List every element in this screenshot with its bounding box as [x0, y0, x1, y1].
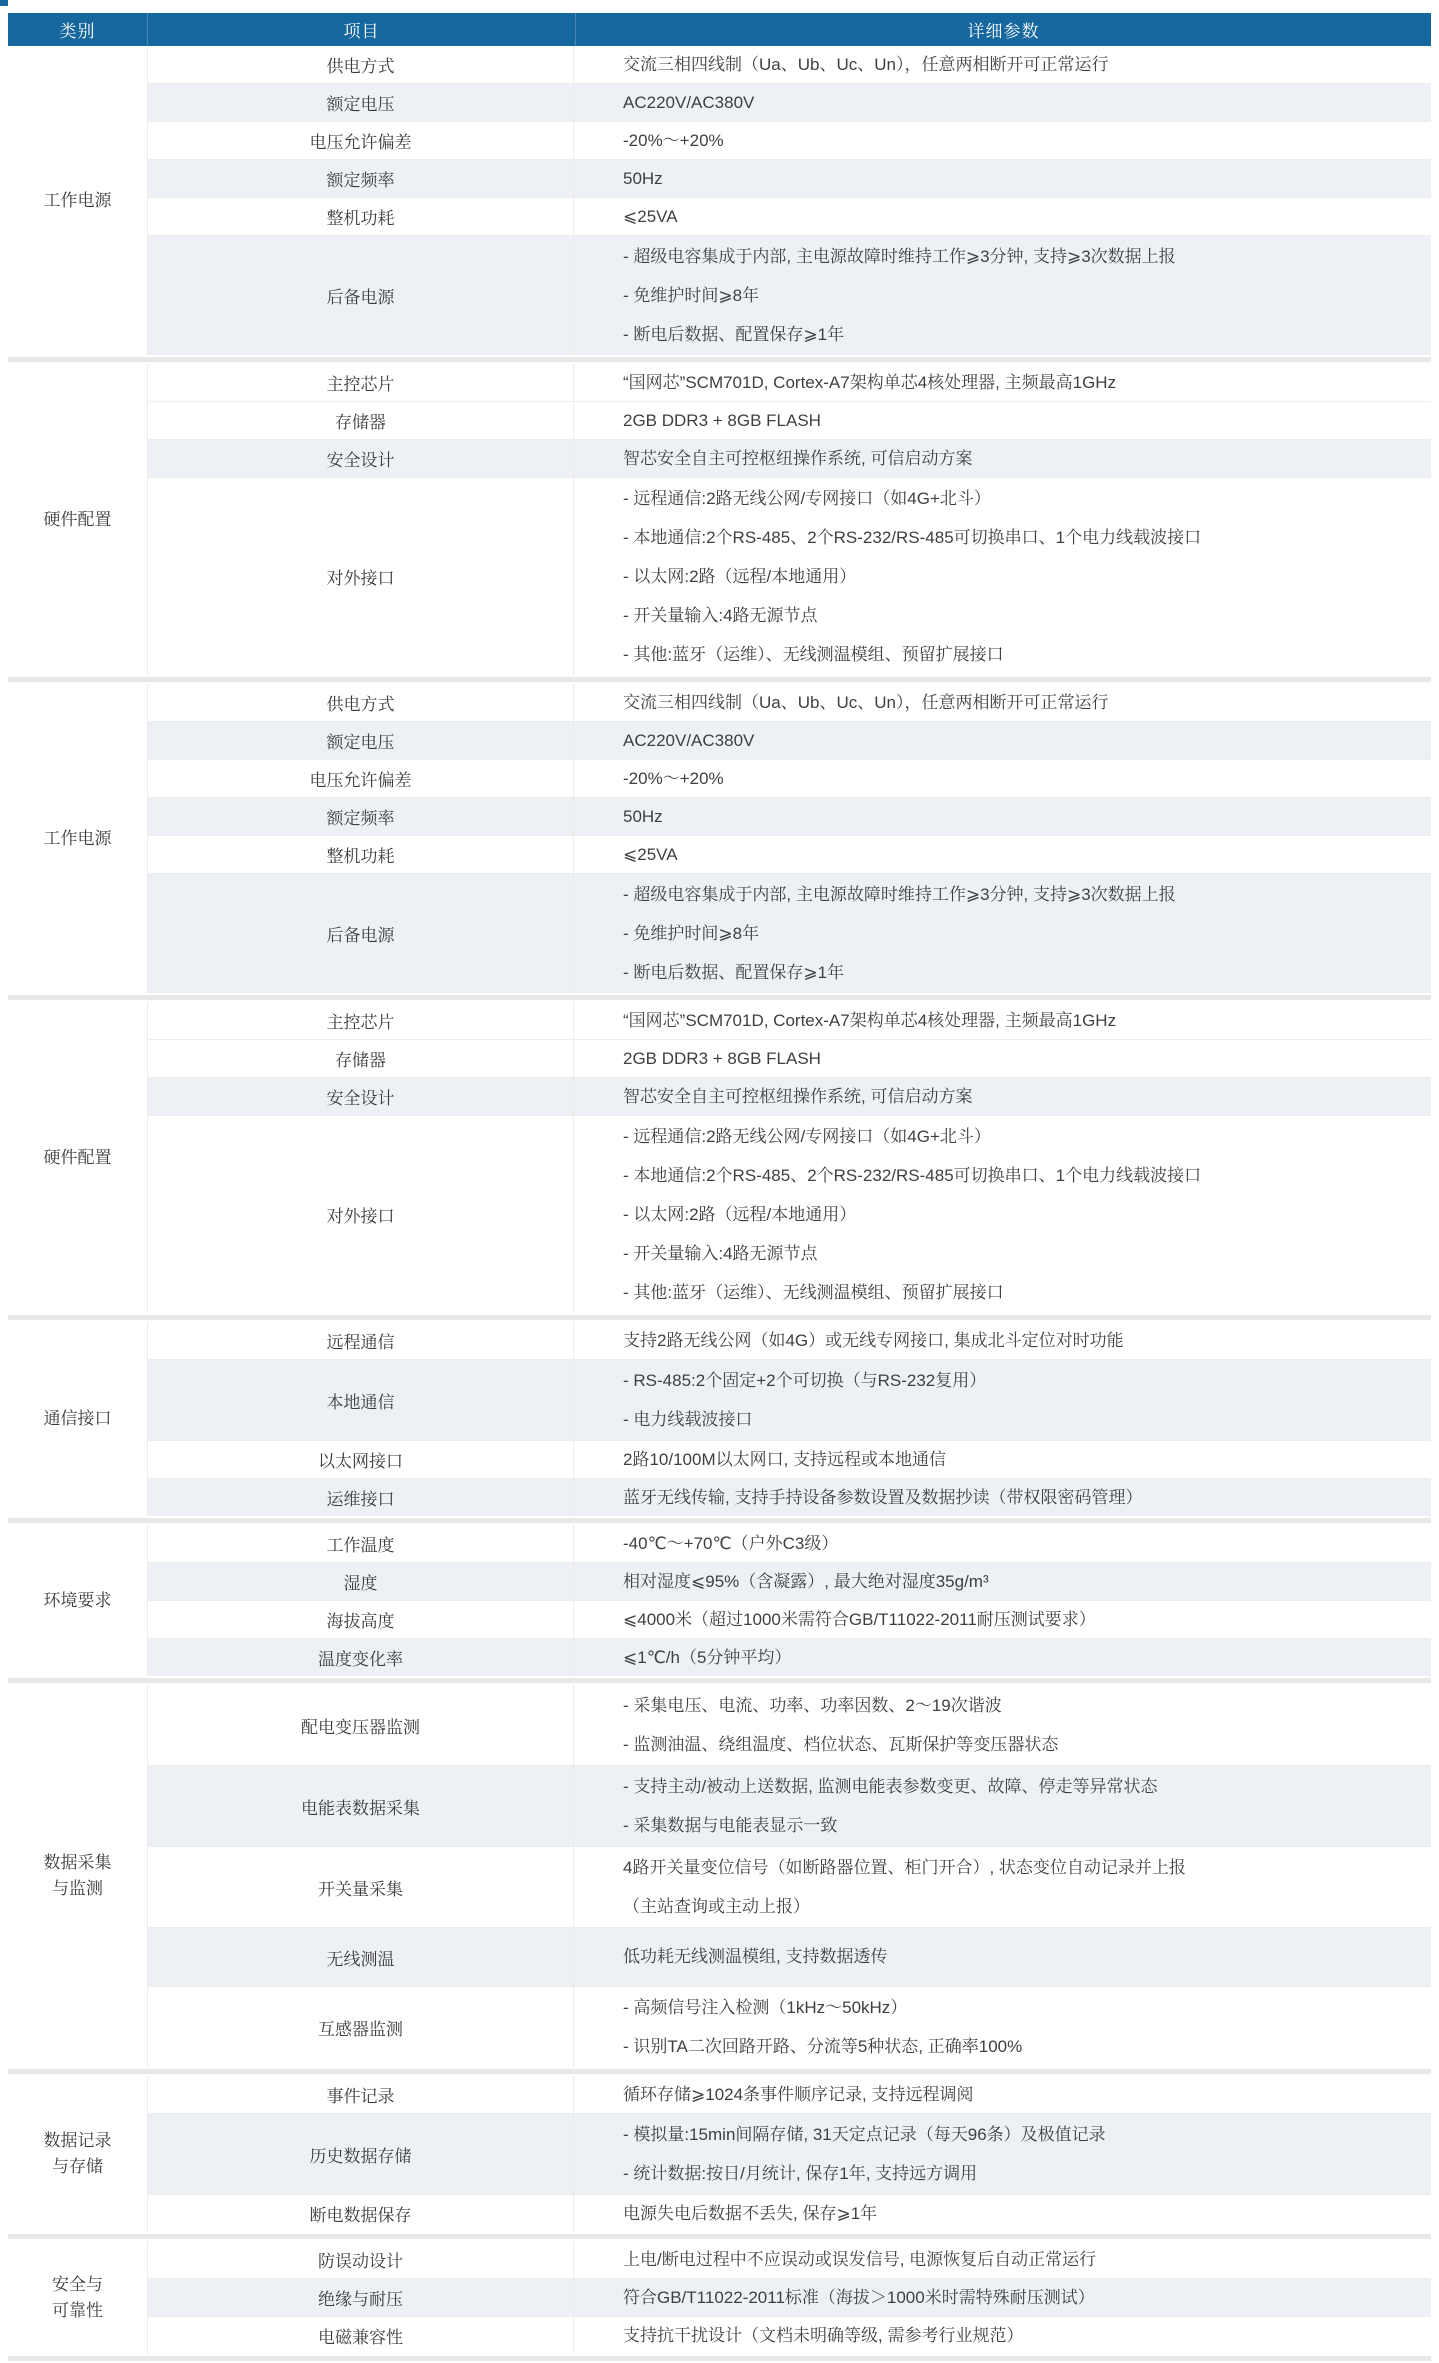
param-line: - 超级电容集成于内部, 主电源故障时维持工作⩾3分钟, 支持⩾3次数据上报 — [623, 247, 1176, 266]
category-cell — [8, 1525, 148, 1676]
param-line: - RS-485:2个固定+2个可切换（与RS-232复用） — [623, 1371, 987, 1390]
item-cell — [148, 2241, 574, 2278]
category-label: 硬件配置 — [43, 509, 112, 529]
item-cell — [148, 160, 574, 197]
spec-row — [148, 235, 1431, 355]
spec-row — [148, 721, 1431, 759]
param-cell — [574, 402, 1431, 439]
item-label: 整机功耗 — [326, 847, 395, 866]
item-label: 防误动设计 — [318, 2252, 403, 2271]
item-cell — [148, 402, 574, 439]
param-cell — [574, 2114, 1431, 2194]
param-line: - 断电后数据、配置保存⩾1年 — [623, 963, 845, 982]
section-separator — [8, 677, 1431, 682]
category-label: 数据记录 — [43, 2131, 112, 2150]
spec-row — [148, 2076, 1431, 2113]
spec-row — [148, 121, 1431, 159]
spec-row — [148, 1077, 1431, 1115]
spec-row — [148, 1638, 1431, 1676]
item-cell — [148, 1928, 574, 1986]
item-label: 供电方式 — [326, 695, 395, 714]
param-line: -40℃～+70℃（户外C3级） — [623, 1533, 839, 1553]
param-cell — [574, 46, 1431, 83]
spec-section — [8, 1685, 1431, 2067]
section-separator — [8, 357, 1431, 362]
item-cell — [148, 836, 574, 873]
item-cell — [148, 1116, 574, 1313]
param-cell — [574, 1322, 1431, 1359]
section-rows — [148, 46, 1431, 355]
param-cell — [574, 1040, 1431, 1077]
param-line: - 开关量输入:4路无源节点 — [623, 606, 818, 625]
param-line: 2GB DDR3 + 8GB FLASH — [623, 1048, 821, 1068]
header-item: 项目 — [147, 13, 575, 46]
category-label: 数据采集 — [43, 1853, 112, 1872]
item-cell — [148, 1002, 574, 1039]
item-cell — [148, 874, 574, 993]
item-label: 工作温度 — [326, 1536, 395, 1555]
param-line: 相对湿度⩽95%（含凝露）, 最大绝对湿度35g/m³ — [623, 1571, 989, 1591]
spec-row — [148, 477, 1431, 675]
item-label: 断电数据保存 — [309, 2206, 412, 2225]
section-rows — [148, 1002, 1431, 1313]
spec-section — [8, 46, 1431, 355]
param-line: - 免维护时间⩾8年 — [623, 286, 760, 305]
category-label: 与存储 — [52, 2157, 103, 2176]
param-cell — [574, 84, 1431, 121]
spec-row — [148, 2241, 1431, 2278]
param-line: 2路10/100M以太网口, 支持远程或本地通信 — [623, 1449, 947, 1469]
param-cell — [574, 1766, 1431, 1846]
param-line: 上电/断电过程中不应误动或误发信号, 电源恢复后自动正常运行 — [623, 2249, 1097, 2269]
item-label: 无线测温 — [326, 1949, 395, 1969]
item-label: 对外接口 — [326, 569, 395, 588]
item-cell — [148, 236, 574, 355]
item-label: 本地通信 — [326, 1392, 395, 1412]
item-label: 互感器监测 — [318, 2019, 403, 2039]
param-line: - 采集数据与电能表显示一致 — [623, 1816, 838, 1835]
param-line: （主站查询或主动上报） — [623, 1897, 810, 1916]
param-cell — [574, 760, 1431, 797]
item-cell — [148, 1563, 574, 1600]
category-label: 环境要求 — [43, 1590, 112, 1610]
item-cell — [148, 364, 574, 401]
item-cell — [148, 1441, 574, 1478]
param-cell — [574, 236, 1431, 355]
header-detail-params: 详细参数 — [575, 13, 1431, 46]
param-cell — [574, 440, 1431, 477]
section-separator — [8, 1518, 1431, 1523]
section-separator — [8, 2234, 1431, 2239]
item-cell — [148, 2076, 574, 2113]
param-line: - 本地通信:2个RS-485、2个RS-232/RS-485可切换串口、1个电力线载波接口 — [623, 528, 1202, 547]
section-separator — [8, 1315, 1431, 1320]
item-label: 电磁兼容性 — [318, 2328, 403, 2347]
category-cell — [8, 46, 148, 355]
category-cell — [8, 1685, 148, 2067]
section-rows — [148, 2241, 1431, 2354]
param-line: - 本地通信:2个RS-485、2个RS-232/RS-485可切换串口、1个电力线载波接口 — [623, 1166, 1202, 1185]
param-line: 50Hz — [623, 168, 663, 188]
spec-row — [148, 684, 1431, 721]
category-cell — [8, 2076, 148, 2232]
spec-row — [148, 873, 1431, 993]
section-rows — [148, 1322, 1431, 1516]
category-label: 硬件配置 — [43, 1147, 112, 1167]
item-cell — [148, 1766, 574, 1846]
spec-row — [148, 1115, 1431, 1313]
section-separator — [8, 2069, 1431, 2074]
param-cell — [574, 1479, 1431, 1516]
item-cell — [148, 46, 574, 83]
param-line: ⩽25VA — [623, 844, 678, 864]
item-cell — [148, 798, 574, 835]
param-line: 50Hz — [623, 806, 663, 826]
item-cell — [148, 760, 574, 797]
spec-row — [148, 1765, 1431, 1846]
param-line: - 断电后数据、配置保存⩾1年 — [623, 325, 845, 344]
spec-section — [8, 684, 1431, 993]
item-label: 电压允许偏差 — [309, 771, 412, 790]
param-cell — [574, 2241, 1431, 2278]
item-label: 运维接口 — [326, 1490, 395, 1509]
param-cell — [574, 798, 1431, 835]
page-corner-accent — [0, 0, 8, 6]
param-line: - 电力线载波接口 — [623, 1410, 753, 1429]
param-cell — [574, 1525, 1431, 1562]
item-label: 额定电压 — [326, 95, 395, 114]
param-line: - 远程通信:2路无线公网/专网接口（如4G+北斗） — [623, 1127, 991, 1146]
item-cell — [148, 122, 574, 159]
item-label: 主控芯片 — [326, 1013, 395, 1032]
item-label: 海拔高度 — [326, 1612, 395, 1631]
param-cell — [574, 836, 1431, 873]
item-cell — [148, 198, 574, 235]
spec-row — [148, 159, 1431, 197]
category-cell — [8, 1322, 148, 1516]
spec-row — [148, 364, 1431, 401]
category-label: 工作电源 — [43, 190, 112, 210]
item-label: 存储器 — [335, 413, 386, 432]
item-label: 湿度 — [343, 1574, 378, 1593]
item-cell — [148, 84, 574, 121]
param-cell — [574, 478, 1431, 675]
param-cell — [574, 160, 1431, 197]
item-cell — [148, 1847, 574, 1927]
param-line: 循环存储⩾1024条事件顺序记录, 支持远程调阅 — [623, 2084, 974, 2104]
spec-row — [148, 1359, 1431, 1440]
category-label: 与监测 — [52, 1879, 103, 1898]
item-label: 额定频率 — [326, 809, 395, 828]
item-label: 主控芯片 — [326, 375, 395, 394]
item-cell — [148, 1685, 574, 1765]
param-cell — [574, 364, 1431, 401]
param-cell — [574, 684, 1431, 721]
spec-row — [148, 197, 1431, 235]
spec-row — [148, 1685, 1431, 1765]
spec-row — [148, 1846, 1431, 1927]
param-cell — [574, 1685, 1431, 1765]
item-label: 温度变化率 — [318, 1650, 403, 1669]
param-cell — [574, 1563, 1431, 1600]
item-label: 额定电压 — [326, 733, 395, 752]
item-label: 事件记录 — [326, 2087, 395, 2106]
item-cell — [148, 440, 574, 477]
item-label: 安全设计 — [326, 451, 395, 470]
param-cell — [574, 1360, 1431, 1440]
param-line: - 以太网:2路（远程/本地通用） — [623, 567, 857, 586]
category-label: 安全与 — [52, 2274, 103, 2294]
item-cell — [148, 478, 574, 675]
category-label: 可靠性 — [52, 2300, 103, 2320]
item-label: 对外接口 — [326, 1207, 395, 1226]
section-separator — [8, 995, 1431, 1000]
spec-row — [148, 835, 1431, 873]
param-cell — [574, 722, 1431, 759]
param-cell — [574, 1002, 1431, 1039]
category-cell — [8, 364, 148, 675]
param-line: 低功耗无线测温模组, 支持数据透传 — [623, 1947, 888, 1966]
param-line: “国网芯”SCM701D, Cortex-A7架构单芯4核处理器, 主频最高1GHz — [623, 372, 1117, 392]
item-cell — [148, 1322, 574, 1359]
item-label: 存储器 — [335, 1051, 386, 1070]
param-line: - 统计数据:按日/月统计, 保存1年, 支持远方调用 — [623, 2164, 978, 2183]
param-line: - 识别TA二次回路开路、分流等5种状态, 正确率100% — [623, 2037, 1023, 2056]
param-line: 2GB DDR3 + 8GB FLASH — [623, 410, 821, 430]
param-cell — [574, 1116, 1431, 1313]
param-cell — [574, 1847, 1431, 1927]
item-cell — [148, 2317, 574, 2354]
param-line: 4路开关量变位信号（如断路器位置、柜门开合）, 状态变位自动记录并上报 — [623, 1858, 1186, 1877]
param-cell — [574, 2279, 1431, 2316]
item-cell — [148, 684, 574, 721]
spec-row — [148, 2278, 1431, 2316]
section-separator — [8, 2356, 1431, 2361]
param-line: - 监测油温、绕组温度、档位状态、瓦斯保护等变压器状态 — [623, 1735, 1059, 1754]
param-line: 支持抗干扰设计（文档未明确等级, 需参考行业规范） — [623, 2325, 1024, 2345]
param-cell — [574, 2076, 1431, 2113]
spec-row — [148, 1322, 1431, 1359]
item-cell — [148, 2279, 574, 2316]
item-label: 额定频率 — [326, 171, 395, 190]
param-line: -20%～+20% — [623, 768, 724, 788]
item-label: 供电方式 — [326, 57, 395, 76]
spec-row — [148, 1478, 1431, 1516]
param-cell — [574, 1928, 1431, 1986]
section-rows — [148, 2076, 1431, 2232]
param-line: - 支持主动/被动上送数据, 监测电能表参数变更、故障、停走等异常状态 — [623, 1777, 1158, 1796]
spec-section — [8, 1322, 1431, 1516]
param-cell — [574, 1441, 1431, 1478]
item-cell — [148, 1040, 574, 1077]
spec-row — [148, 1927, 1431, 1986]
spec-section — [8, 1002, 1431, 1313]
param-line: “国网芯”SCM701D, Cortex-A7架构单芯4核处理器, 主频最高1GHz — [623, 1010, 1117, 1030]
item-cell — [148, 1601, 574, 1638]
param-cell — [574, 1639, 1431, 1676]
spec-row — [148, 2316, 1431, 2354]
param-cell — [574, 122, 1431, 159]
table-header-row — [8, 13, 1431, 46]
item-label: 远程通信 — [326, 1333, 395, 1352]
param-line: 支持2路无线公网（如4G）或无线专网接口, 集成北斗定位对时功能 — [623, 1330, 1124, 1350]
category-label: 工作电源 — [43, 828, 112, 848]
spec-row — [148, 1562, 1431, 1600]
spec-section — [8, 2241, 1431, 2354]
category-cell — [8, 1002, 148, 1313]
item-cell — [148, 722, 574, 759]
param-line: - 高频信号注入检测（1kHz～50kHz） — [623, 1998, 908, 2017]
item-cell — [148, 1525, 574, 1562]
spec-row — [148, 1986, 1431, 2067]
item-label: 开关量采集 — [318, 1879, 403, 1899]
param-line: ⩽4000米（超过1000米需符合GB/T11022-2011耐压测试要求） — [623, 1609, 1096, 1629]
item-cell — [148, 2114, 574, 2194]
section-rows — [148, 684, 1431, 993]
param-line: 交流三相四线制（Ua、Ub、Uc、Un），任意两相断开可正常运行 — [623, 692, 1109, 712]
param-line: ⩽25VA — [623, 206, 678, 226]
spec-row — [148, 401, 1431, 439]
param-line: - 远程通信:2路无线公网/专网接口（如4G+北斗） — [623, 489, 991, 508]
param-cell — [574, 198, 1431, 235]
category-cell — [8, 2241, 148, 2354]
item-label: 后备电源 — [326, 288, 395, 307]
param-cell — [574, 2195, 1431, 2232]
param-line: - 免维护时间⩾8年 — [623, 924, 760, 943]
param-cell — [574, 1601, 1431, 1638]
spec-row — [148, 1600, 1431, 1638]
spec-row — [148, 1525, 1431, 1562]
param-line: 蓝牙无线传输, 支持手持设备参数设置及数据抄读（带权限密码管理） — [623, 1487, 1143, 1507]
item-label: 整机功耗 — [326, 209, 395, 228]
spec-section — [8, 2076, 1431, 2232]
section-rows — [148, 1685, 1431, 2067]
item-label: 绝缘与耐压 — [318, 2290, 403, 2309]
spec-row — [148, 439, 1431, 477]
item-cell — [148, 1479, 574, 1516]
item-label: 电能表数据采集 — [301, 1798, 420, 1818]
section-rows — [148, 1525, 1431, 1676]
param-line: - 以太网:2路（远程/本地通用） — [623, 1205, 857, 1224]
param-line: - 超级电容集成于内部, 主电源故障时维持工作⩾3分钟, 支持⩾3次数据上报 — [623, 885, 1176, 904]
item-label: 配电变压器监测 — [301, 1717, 420, 1737]
spec-section — [8, 364, 1431, 675]
spec-row — [148, 759, 1431, 797]
spec-row — [148, 83, 1431, 121]
param-line: 智芯安全自主可控枢纽操作系统, 可信启动方案 — [623, 1086, 973, 1106]
item-cell — [148, 1360, 574, 1440]
param-cell — [574, 2317, 1431, 2354]
spec-row — [148, 2113, 1431, 2194]
param-line: - 模拟量:15min间隔存储, 31天定点记录（每天96条）及极值记录 — [623, 2125, 1106, 2144]
param-line: - 其他:蓝牙（运维）、无线测温模组、预留扩展接口 — [623, 645, 1004, 664]
category-label: 通信接口 — [43, 1409, 112, 1428]
section-separator — [8, 1678, 1431, 1683]
param-cell — [574, 1987, 1431, 2067]
item-cell — [148, 2195, 574, 2232]
param-cell — [574, 1078, 1431, 1115]
header-category: 类别 — [59, 22, 96, 41]
param-line: - 开关量输入:4路无源节点 — [623, 1244, 818, 1263]
param-line: ⩽1℃/h（5分钟平均） — [623, 1647, 792, 1667]
section-rows — [148, 364, 1431, 675]
spec-row — [148, 1002, 1431, 1039]
param-line: 交流三相四线制（Ua、Ub、Uc、Un），任意两相断开可正常运行 — [623, 54, 1109, 74]
param-line: 电源失电后数据不丢失, 保存⩾1年 — [623, 2203, 878, 2223]
param-line: 智芯安全自主可控枢纽操作系统, 可信启动方案 — [623, 448, 973, 468]
param-line: AC220V/AC380V — [623, 92, 755, 112]
param-line: - 其他:蓝牙（运维）、无线测温模组、预留扩展接口 — [623, 1283, 1004, 1302]
item-cell — [148, 1078, 574, 1115]
spec-section — [8, 1525, 1431, 1676]
param-cell — [574, 874, 1431, 993]
category-cell — [8, 684, 148, 993]
item-label: 以太网接口 — [318, 1452, 403, 1471]
item-label: 安全设计 — [326, 1089, 395, 1108]
param-line: - 采集电压、电流、功率、功率因数、2～19次谐波 — [623, 1696, 1002, 1715]
item-cell — [148, 1639, 574, 1676]
spec-row — [148, 46, 1431, 83]
spec-row — [148, 2194, 1431, 2232]
param-line: AC220V/AC380V — [623, 730, 755, 750]
item-label: 后备电源 — [326, 926, 395, 945]
spec-row — [148, 1440, 1431, 1478]
item-label: 电压允许偏差 — [309, 133, 412, 152]
spec-table-body — [8, 46, 1431, 2361]
spec-row — [148, 797, 1431, 835]
param-line: -20%～+20% — [623, 130, 724, 150]
item-cell — [148, 1987, 574, 2067]
item-label: 历史数据存储 — [309, 2146, 412, 2166]
param-line: 符合GB/T11022-2011标准（海拔＞1000米时需特殊耐压测试） — [623, 2287, 1095, 2307]
spec-row — [148, 1039, 1431, 1077]
